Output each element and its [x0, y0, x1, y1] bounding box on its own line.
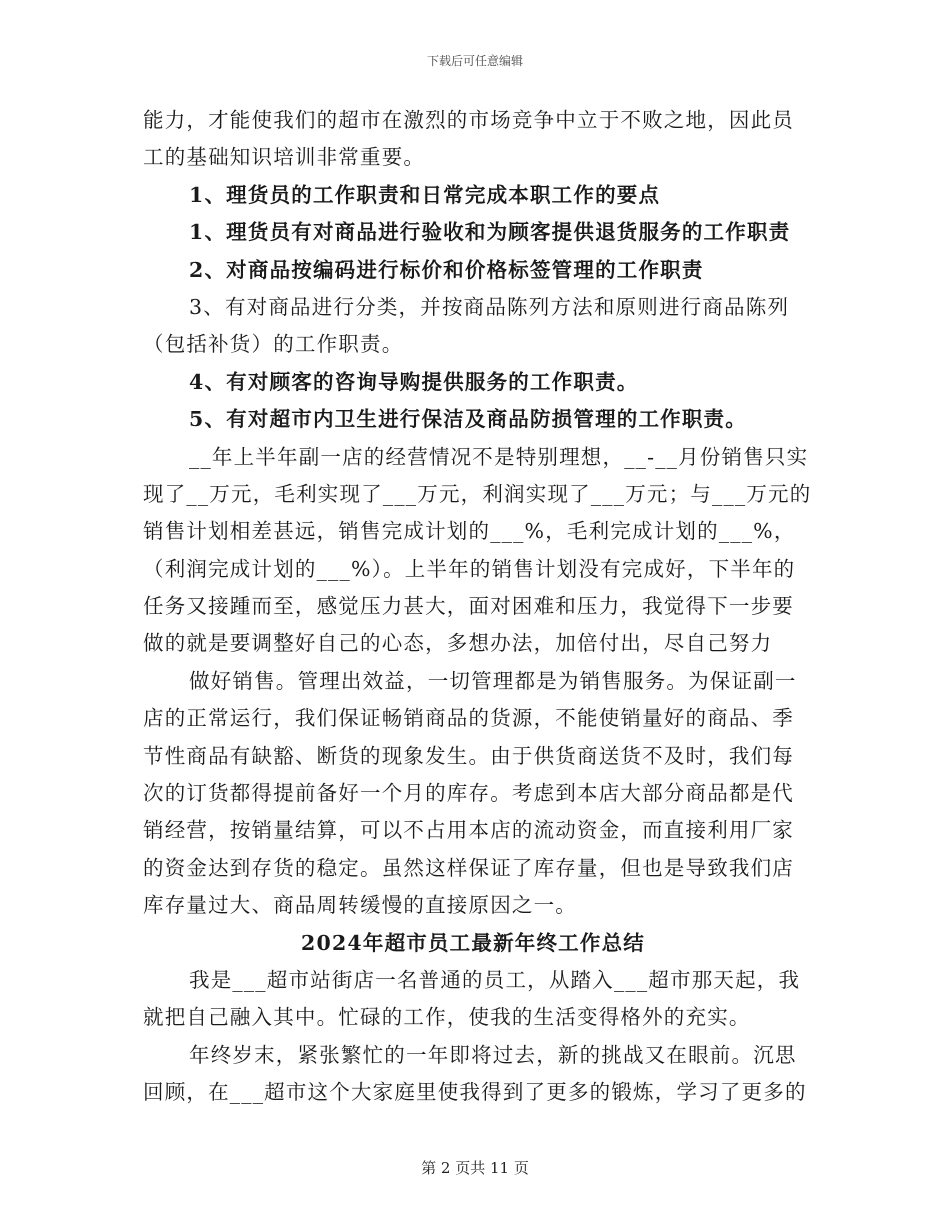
document-body: [143, 102, 812, 1112]
text-line: 1、理货员有对商品进行验收和为顾客提供退货服务的工作职责: [189, 220, 791, 245]
section-title: 2024年超市员工最新年终工作总结: [301, 930, 645, 955]
text-line: 1、理货员的工作职责和日常完成本职工作的要点: [189, 182, 661, 207]
page-header: 下载后可任意编辑: [426, 54, 523, 68]
text-line: __年上半年副一店的经营情况不是特别理想，__-__月份销售只实: [189, 444, 809, 469]
text-line: 能力，才能使我们的超市在激烈的市场竞争中立于不败之地，因此员: [143, 108, 794, 132]
text-line: 库存量过大、商品周转缓慢的直接原因之一。: [143, 893, 577, 918]
text-line: 回顾，在___超市这个大家庭里使我得到了更多的锻炼，学习了更多的: [143, 1080, 807, 1105]
text-line: 就把自己融入其中。忙碌的工作，使我的生活变得格外的充实。: [143, 1005, 751, 1030]
text-line: 销售计划相差甚远，销售完成计划的___%，毛利完成计划的___%，: [143, 519, 796, 544]
text-line: 销经营，按销量结算，可以不占用本店的流动资金，而直接利用厂家: [143, 818, 794, 843]
text-line: 我是___超市站街店一名普通的员工，从踏入___超市那天起，我: [189, 967, 801, 992]
text-line: 5、有对超市内卫生进行保洁及商品防损管理的工作职责。: [189, 407, 747, 432]
text-line: 工的基础知识培训非常重要。: [143, 145, 426, 170]
text-line: （包括补货）的工作职责。: [143, 332, 404, 357]
text-line: 的资金达到存货的稳定。虽然这样保证了库存量，但也是导致我们店: [143, 855, 794, 880]
text-line: 现了__万元，毛利实现了___万元，利润实现了___万元；与___万元的: [143, 481, 812, 506]
text-line: 4、有对顾客的咨询导购提供服务的工作职责。: [189, 369, 639, 394]
text-line: 3、有对商品进行分类，并按商品陈列方法和原则进行商品陈列: [189, 294, 790, 319]
page-footer: 第 2 页共 11 页: [421, 1159, 529, 1177]
text-line: 2、对商品按编码进行标价和价格标签管理的工作职责: [189, 257, 704, 282]
text-line: 次的订货都得提前备好一个月的库存。考虑到本店大部分商品都是代: [143, 781, 794, 806]
text-line: 店的正常运行，我们保证畅销商品的货源，不能使销量好的商品、季: [143, 706, 794, 731]
text-line: 节性商品有缺豁、断货的现象发生。由于供货商送货不及时，我们每: [143, 743, 794, 768]
text-line: 年终岁末，紧张繁忙的一年即将过去，新的挑战又在眼前。沉思: [189, 1042, 797, 1067]
text-line: （利润完成计划的___%）。上半年的销售计划没有完成好，下半年的: [143, 556, 796, 581]
text-line: 做的就是要调整好自己的心态，多想办法，加倍付出，尽自己努力: [143, 631, 773, 656]
text-line: 做好销售。管理出效益，一切管理都是为销售服务。为保证副一: [189, 668, 797, 693]
text-line: 任务又接踵而至，感觉压力甚大，面对困难和压力，我觉得下一步要: [143, 594, 794, 619]
